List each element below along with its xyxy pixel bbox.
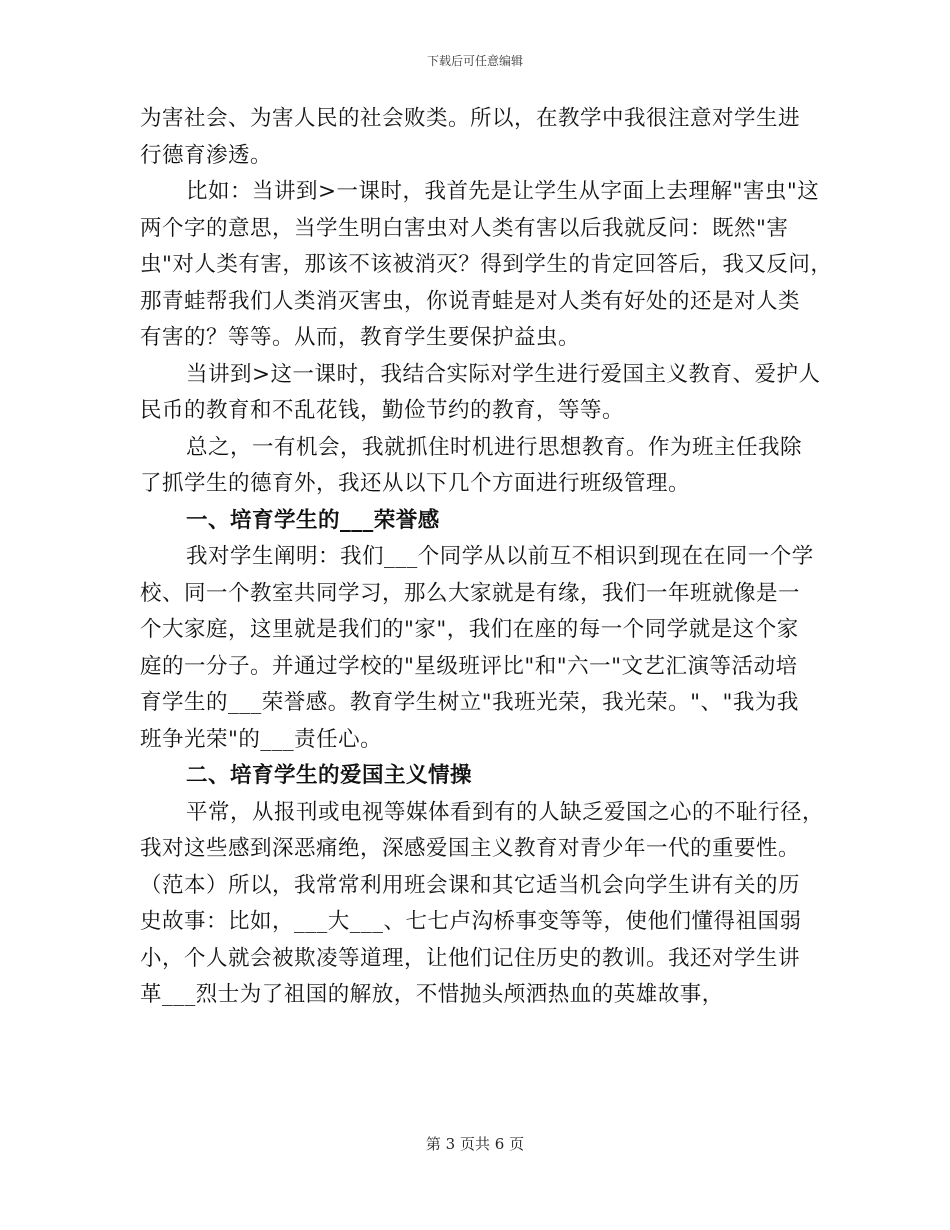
paragraph-line: 革___烈士为了祖国的解放，不惜抛头颅洒热血的英雄故事，: [140, 982, 724, 1007]
paragraph-line: 虫"对人类有害，那该不该被消灭？得到学生的肯定回答后，我又反问，: [140, 252, 833, 277]
paragraph-line: 史故事：比如，___大___、七七卢沟桥事变等等，使他们懂得祖国弱: [140, 909, 802, 934]
paragraph-line: 那青蛙帮我们人类消灭害虫，你说青蛙是对人类有好处的还是对人类: [140, 288, 801, 314]
section-heading: 一、培育学生的___荣誉感: [186, 507, 440, 533]
paragraph-line: 比如：当讲到>一课时，我首先是让学生从字面上去理解"害虫"这: [186, 179, 820, 204]
paragraph-line: 我对这些感到深恶痛绝，深感爱国主义教育对青少年一代的重要性。: [140, 836, 801, 861]
paragraph-line: （范本）所以，我常常利用班会课和其它适当机会向学生讲有关的历: [140, 872, 801, 898]
paragraph-line: 庭的一分子。并通过学校的"星级班评比"和"六一"文艺汇演等活动培: [140, 653, 798, 679]
paragraph-line: 总之，一有机会，我就抓住时机进行思想教育。作为班主任我除: [186, 434, 803, 460]
paragraph-line: 育学生的___荣誉感。教育学生树立"我班光荣，我光荣。"、"我为我: [140, 690, 799, 715]
paragraph-line: 行德育渗透。: [140, 142, 273, 168]
page-footer: 第 3 页共 6 页: [425, 1135, 525, 1153]
paragraph-line: 有害的？等等。从而，教育学生要保护益虫。: [140, 325, 581, 350]
page-header: 下载后可任意编辑: [426, 54, 523, 68]
paragraph-line: 我对学生阐明：我们___个同学从以前互不相识到现在在同一个学: [186, 544, 814, 569]
paragraph-line: 小，个人就会被欺凌等道理，让他们记住历史的教训。我还对学生讲: [140, 945, 801, 971]
paragraph-line: 两个字的意思，当学生明白害虫对人类有害以后我就反问：既然"害: [140, 215, 789, 241]
paragraph-line: 班争光荣"的___责任心。: [140, 726, 383, 752]
document-body: [140, 101, 833, 1014]
section-heading: 二、培育学生的爱国主义情操: [186, 763, 473, 788]
paragraph-line: 平常，从报刊或电视等媒体看到有的人缺乏爱国之心的不耻行径，: [186, 799, 825, 825]
paragraph-line: 为害社会、为害人民的社会败类。所以，在教学中我很注意对学生进: [140, 106, 801, 131]
paragraph-line: 个大家庭，这里就是我们的"家"，我们在座的每一个同学就是这个家: [140, 617, 799, 642]
paragraph-line: 当讲到>这一课时，我结合实际对学生进行爱国主义教育、爱护人: [186, 361, 821, 387]
paragraph-line: 民币的教育和不乱花钱，勤俭节约的教育，等等。: [140, 398, 625, 423]
paragraph-line: 校、同一个教室共同学习，那么大家就是有缘，我们一年班就像是一: [140, 580, 801, 606]
paragraph-line: 了抓学生的德育外，我还从以下几个方面进行班级管理。: [140, 471, 691, 496]
